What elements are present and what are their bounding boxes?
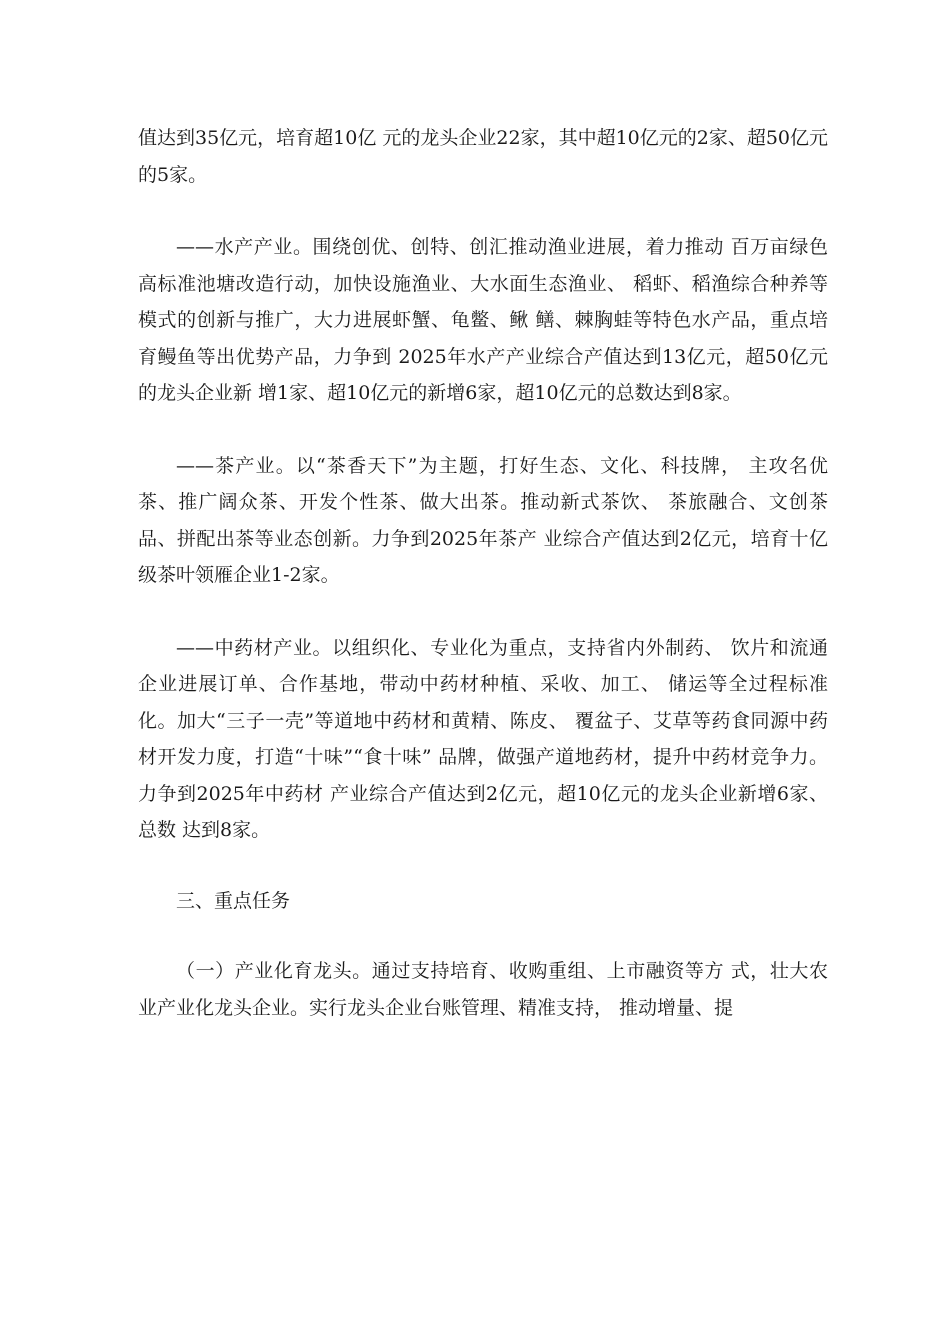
paragraph-gap	[138, 412, 828, 448]
paragraph-gap	[138, 594, 828, 630]
paragraph-industrialization-leaders: （一）产业化育龙头。通过支持培育、收购重组、上市融资等方 式，壮大农业产业化龙头企业。实行龙头企业台账管理、精准支持， 推动增量、提	[138, 960, 828, 1019]
paragraph-gap	[138, 193, 828, 229]
document-page	[138, 120, 828, 1026]
section-heading-key-tasks: 三、重点任务	[176, 889, 291, 912]
paragraph-intro-continued: 值达到35亿元，培育超10亿 元的龙头企业22家，其中超10亿元的2家、超50亿元的5家。	[138, 127, 829, 186]
paragraph-gap	[138, 919, 828, 953]
paragraph-aquatic-industry: ——水产产业。围绕创优、创特、创汇推动渔业进展，着力推动 百万亩绿色高标准池塘改造行动，加快设施渔业、大水面生态渔业、 稻虾、稻渔综合种养等模式的创新与推广，大力进展虾蟹、龟鳖、鳅 鳝、棘胸蛙等特色水产品，重点培育鳗鱼等出优势产品，力争到 2025年水产产业综合产值达到13亿元，超50亿元的龙头企业新 增1家、超10亿元的新增6家，超10亿元的总数达到8家。	[138, 236, 828, 404]
paragraph-tea-industry: ——茶产业。以“茶香天下”为主题，打好生态、文化、科技牌， 主攻名优茶、推广阔众茶、开发个性茶、做大出茶。推动新式茶饮、 茶旅融合、文创茶品、拼配出茶等业态创新。力争到2025年茶产 业综合产值达到2亿元，培育十亿级茶叶领雁企业1-2家。	[138, 454, 828, 586]
paragraph-gap	[138, 849, 828, 883]
paragraph-herbal-medicine-industry: ——中药材产业。以组织化、专业化为重点，支持省内外制药、 饮片和流通企业进展订单、合作基地，带动中药材种植、采收、加工、 储运等全过程标准化。加大“三子一壳”等道地中药材和黄精、陈皮、 覆盆子、艾草等药食同源中药材开发力度，打造“十味”“食十味” 品牌，做强产道地药材，提升中药材竞争力。力争到2025年中药材 产业综合产值达到2亿元，超10亿元的龙头企业新增6家、总数 达到8家。	[138, 636, 828, 841]
